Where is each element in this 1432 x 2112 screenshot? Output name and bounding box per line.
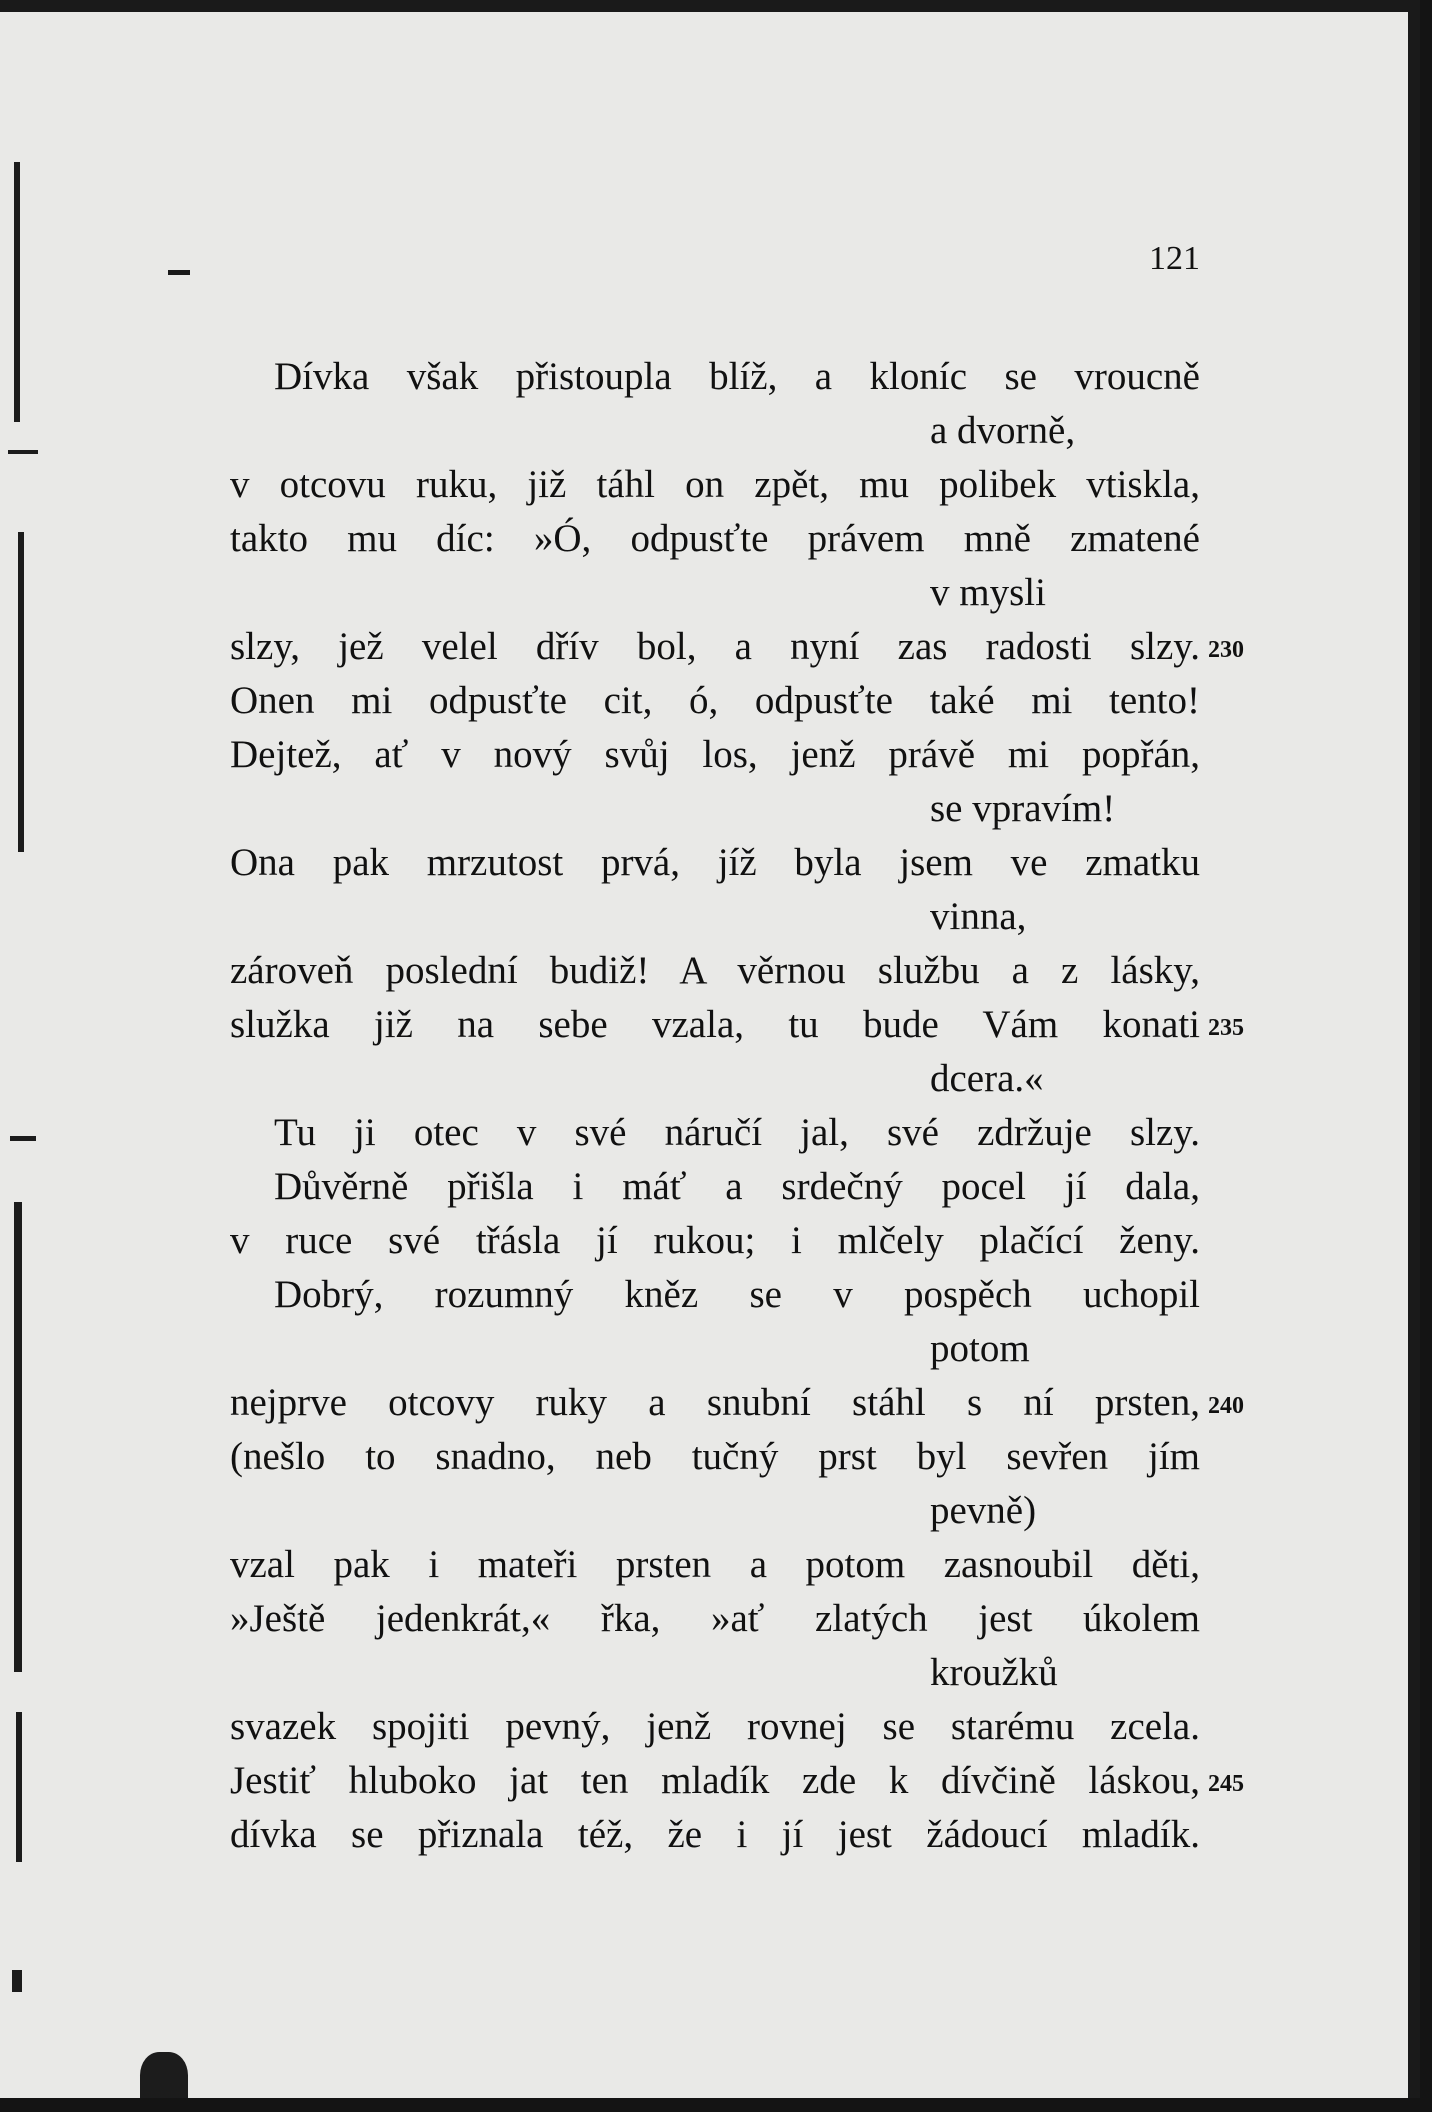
poem-line xyxy=(0,404,1420,458)
page-number: 121 xyxy=(1149,240,1200,277)
poem-line-text: v ruce své třásla jí rukou; i mlčely plačící ženy. xyxy=(230,1219,1200,1262)
poem-line xyxy=(0,620,1420,674)
poem-line xyxy=(0,1808,1420,1862)
poem-line-text: vinna, xyxy=(930,895,1027,938)
poem-line xyxy=(0,944,1420,998)
poem-line-text: zároveň poslední budiž! A věrnou službu a z lásky, xyxy=(230,949,1200,992)
poem-line-text: svazek spojiti pevný, jenž rovnej se starému zcela. xyxy=(230,1705,1200,1748)
poem-line-text: v otcovu ruku, již táhl on zpět, mu polibek vtiskla, xyxy=(230,463,1200,506)
poem-line-text: potom xyxy=(930,1327,1030,1370)
poem-line xyxy=(0,1214,1420,1268)
poem-line xyxy=(0,1322,1420,1376)
poem-line-text: a dvorně, xyxy=(930,409,1076,452)
poem-line-text: Onen mi odpusťte cit, ó, odpusťte také mi tento! xyxy=(230,679,1200,722)
poem-line xyxy=(0,350,1420,404)
poem-line-text: dívka se přiznala též, že i jí jest žádoucí mladík. xyxy=(230,1813,1200,1856)
poem-line-text: vzal pak i mateři prsten a potom zasnoubil děti, xyxy=(230,1543,1200,1586)
poem-line-text: služka již na sebe vzala, tu bude Vám konati xyxy=(230,1003,1200,1046)
poem-line xyxy=(0,1160,1420,1214)
poem-line xyxy=(0,836,1420,890)
poem-line xyxy=(0,1052,1420,1106)
poem-line-text: (nešlo to snadno, neb tučný prst byl sevřen jím xyxy=(230,1435,1200,1478)
poem-line xyxy=(0,1268,1420,1322)
poem-text xyxy=(0,350,1420,1862)
poem-line xyxy=(0,458,1420,512)
poem-line-text: Jestiť hluboko jat ten mladík zde k dívčině láskou, xyxy=(230,1759,1200,1802)
line-number: 245 xyxy=(1208,1771,1244,1797)
poem-line xyxy=(0,1430,1420,1484)
poem-line-text: kroužků xyxy=(930,1651,1058,1694)
poem-line xyxy=(0,728,1420,782)
poem-line-text: takto mu díc: »Ó, odpusťte právem mně zmatené xyxy=(230,517,1200,560)
poem-line xyxy=(0,998,1420,1052)
poem-line xyxy=(0,1754,1420,1808)
poem-line xyxy=(0,674,1420,728)
poem-line xyxy=(0,1484,1420,1538)
poem-line-text: Dobrý, rozumný kněz se v pospěch uchopil xyxy=(274,1273,1200,1316)
poem-line xyxy=(0,890,1420,944)
poem-line xyxy=(0,512,1420,566)
poem-line xyxy=(0,1376,1420,1430)
margin-dash xyxy=(168,270,190,275)
poem-line-text: »Ještě jedenkrát,« řka, »ať zlatých jest úkolem xyxy=(230,1597,1200,1640)
poem-line xyxy=(0,1538,1420,1592)
poem-line-text: slzy, jež velel dřív bol, a nyní zas radosti slzy. xyxy=(230,625,1200,668)
poem-line-text: Ona pak mrzutost prvá, jíž byla jsem ve zmatku xyxy=(230,841,1200,884)
poem-line xyxy=(0,782,1420,836)
poem-line xyxy=(0,566,1420,620)
line-number: 230 xyxy=(1208,637,1244,663)
poem-line xyxy=(0,1592,1420,1646)
poem-line xyxy=(0,1700,1420,1754)
poem-line xyxy=(0,1646,1420,1700)
line-number: 235 xyxy=(1208,1015,1244,1041)
poem-line-text: Tu ji otec v své náručí jal, své zdržuje slzy. xyxy=(274,1111,1200,1154)
poem-line-text: dcera.« xyxy=(930,1057,1044,1100)
poem-line-text: se vpravím! xyxy=(930,787,1116,830)
poem-line-text: Dívka však přistoupla blíž, a kloníc se vroucně xyxy=(274,355,1200,398)
poem-line-text: Dejtež, ať v nový svůj los, jenž právě mi popřán, xyxy=(230,733,1200,776)
poem-line-text: pevně) xyxy=(930,1489,1037,1532)
poem-line-text: nejprve otcovy ruky a snubní stáhl s ní prsten, xyxy=(230,1381,1200,1424)
poem-line xyxy=(0,1106,1420,1160)
line-number: 240 xyxy=(1208,1393,1244,1419)
poem-line-text: Důvěrně přišla i máť a srdečný pocel jí dala, xyxy=(274,1165,1200,1208)
poem-line-text: v mysli xyxy=(930,571,1046,614)
